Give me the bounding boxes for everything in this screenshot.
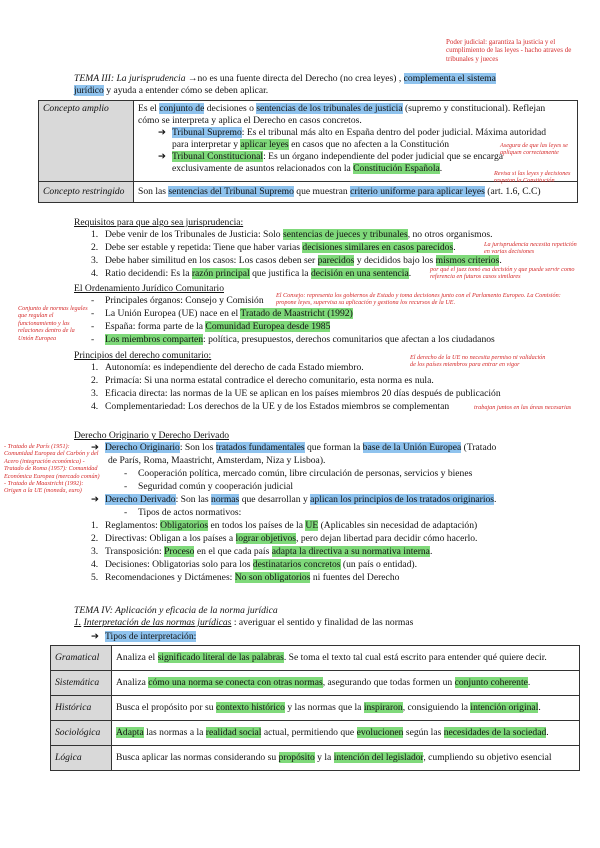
interpretacion-row: Histórica Busca el propósito por su contexto histórico y las normas que la inspiraron, consiguiendo la intención original.: [51, 696, 580, 721]
principios-list: [91, 362, 501, 413]
ordenamiento-title: El Ordenamiento Jurídico Comunitario: [74, 283, 225, 294]
acto-item: 2. Directivas: Obligan a los países a lograr objetivos, pero dejan libertad para decidir cómo hacerlo.: [91, 533, 478, 544]
actos-list: [91, 520, 477, 584]
principio-item: 1. Autonomía: es independiente del derecho de cada Estado miembro.: [91, 362, 364, 373]
originario-line1: ➔ Derecho Originario: Son los tratados fundamentales que forman la base de la Unión Europea (Tratado: [91, 442, 497, 453]
concept-table: [38, 100, 578, 203]
ordenamiento-item: - La Unión Europea (UE) nace en el Tratado de Maastricht (1992): [91, 308, 353, 319]
acto-item: 3. Transposición: Proceso en el que cada país adapta la directiva a su normativa interna.: [91, 546, 433, 557]
originario-line2: de París, Roma, Maastricht, Amsterdam, Niza y Lisboa).: [108, 455, 326, 466]
concept-restringido-content: Son las sentencias del Tribunal Supremo que muestran criterio uniforme para aplicar leyes (art. 1.6, C.C): [134, 182, 578, 203]
originario-sub2: - Seguridad común y cooperación judicial: [124, 481, 294, 492]
acto-item: 4. Decisiones: Obligatorias solo para los destinatarios concretos (un país o entidad).: [91, 559, 417, 570]
concept-restringido-label: Concepto restringido: [39, 182, 134, 203]
interpretacion-row: Sistemática Analiza cómo una norma se conecta con otras normas, asegurando que todas formen un conjunto coherente.: [51, 671, 580, 696]
principio-item: 4. Complementariedad: Los derechos de la UE y de los Estados miembros se complementan: [91, 401, 450, 412]
arrow-icon: ➔: [158, 151, 167, 162]
principios-title: Principios del derecho comunitario:: [74, 350, 212, 361]
requisito-item: 1. Debe venir de los Tribunales de Justicia: Solo sentencias de jueces y tribunales, no otros organismos.: [91, 229, 493, 240]
ordenamiento-item: - Los miembros comparten: política, presupuestos, derechos comunitarios que afectan a los ciudadanos: [91, 334, 495, 345]
interpretacion-row: Gramatical Analiza el significado literal de las palabras. Se toma el texto tal cual está escrito para entender qué quiere decir.: [51, 646, 580, 671]
note-consejo: El Consejo: representa los gobiernos de Estado y toma decisiones junto con el Parlamento Europeo. La Comisión: propone leyes, supervisa su aplicación y gestiona los recursos de la UE.: [276, 292, 561, 307]
note-tratados-left: - Tratado de París (1951): Comunidad Europea del Carbón y del Acero (integración económica) - Tratado de Roma (1957): Comunidad Económica Europea (mercado común) - Tratado de Maastricht (1992): Origen a la UE (moneda, euro): [4, 443, 100, 495]
requisito-item: 3. Debe haber similitud en los casos: Los casos deben ser parecidos y decididos bajo los mismos criterios.: [91, 255, 502, 266]
derivado-line: ➔ Derecho Derivado: Son las normas que desarrollan y aplican los principios de los tratados originarios.: [91, 494, 497, 505]
derivado-title: Derecho Originario y Derecho Derivado: [74, 430, 230, 441]
tema3-line2: jurídico y ayuda a entender cómo se deben aplicar.: [74, 85, 269, 96]
requisito-item: 2. Debe ser estable y repetida: Tiene que haber varias decisiones similares en casos parecidos.: [91, 242, 456, 253]
originario-sub1: - Cooperación política, mercado común, libre circulación de personas, servicios y bienes: [124, 468, 473, 479]
arrow-icon: ➔: [158, 127, 167, 138]
note-requisito-2: La jurisprudencia necesita repetición en varias decisiones: [484, 241, 577, 256]
concept-amplio-label: Concepto amplio: [39, 101, 134, 182]
note-ordenamiento-left: Conjunto de normas legales que regulan el funcionamiento y las relaciones dentro de la Unión Europea: [18, 305, 88, 342]
arrow-icon: ➔: [91, 494, 100, 505]
interpretacion-row: Sociológica Adapta las normas a la realidad social actual, permitiendo que evolucionen según las necesidades de la sociedad.: [51, 721, 580, 746]
ordenamiento-item: - España: forma parte de la Comunidad Europea desde 1985: [91, 321, 331, 332]
note-const: Revisa si las leyes y decisiones respetan la Constitución: [494, 170, 571, 185]
principio-item: 2. Primacía: Si una norma estatal contradice el derecho comunitario, esta norma es nula.: [91, 375, 434, 386]
arrow-icon: ➔: [91, 442, 100, 453]
top-note: Poder judicial: garantiza la justicia y el cumplimiento de las leyes - hacho atraves de tribunales y jueces: [446, 38, 572, 63]
acto-item: 5. Recomendaciones y Dictámenes: No son obligatorios ni fuentes del Derecho: [91, 572, 400, 583]
note-requisito-4: por qué el juez tomó esa decisión y que puede servir como referencia en futuros casos similares: [430, 266, 575, 281]
requisitos-title: Requisitos para que algo sea jurisprudencia:: [74, 217, 244, 228]
note-supremo: Asegura de que las leyes se apliquen correctamente: [500, 142, 568, 157]
note-principio-1: El derecho de la UE no necesita permiso ni validación de los países miembros para entrar en vigor: [410, 354, 546, 369]
principio-item: 3. Eficacia directa: las normas de la UE se aplican en los países miembros 20 días después de publicación: [91, 388, 501, 399]
requisito-item: 4. Ratio decidendi: Es la razón principal que justifica la decisión en una sentencia.: [91, 268, 412, 279]
interpretacion-row: Lógica Busca aplicar las normas considerando su propósito y la intención del legislador, cumpliendo su objetivo esencial: [51, 746, 580, 771]
arrow-icon: ➔: [91, 631, 100, 642]
tipos-actos: - Tipos de actos normativos:: [124, 507, 242, 518]
interpretacion-table: [50, 645, 580, 771]
acto-item: 1. Reglamentos: Obligatorios en todos los países de la UE (Aplicables sin necesidad de adaptación): [91, 520, 478, 531]
ordenamiento-item: - Principales órganos: Consejo y Comisión: [91, 295, 264, 306]
tema4-title: TEMA IV: Aplicación y eficacia de la norma jurídica: [74, 605, 278, 616]
tema4-sub: 1. Interpretación de las normas jurídicas : averiguar el sentido y finalidad de las normas: [74, 617, 414, 628]
tipos-interpretacion: ➔ Tipos de interpretación:: [91, 631, 197, 642]
concept-amplio-content: Es el conjunto de decisiones o sentencias de los tribunales de justicia (supremo y constitucional). Reflejan cómo se interpreta y aplica el Derecho en casos concretos. ➔ Tribunal Supremo: Es el tribunal más alto en España dentro del poder judicial. Máxima autoridad para interpretar y aplicar leyes en casos que no afecten a la Constitución ➔ Tribunal Constitucional: Es un órgano independiente del poder judicial que se encarga exclusivamente de asuntos relacionados con la Constitución Española.: [134, 101, 578, 182]
note-principio-4: trabajan juntos en las áreas necesarias: [474, 404, 572, 411]
tema3-line1: TEMA III: La jurisprudencia →no es una fuente directa del Derecho (no crea leyes) , complementa el sistema: [74, 73, 496, 84]
